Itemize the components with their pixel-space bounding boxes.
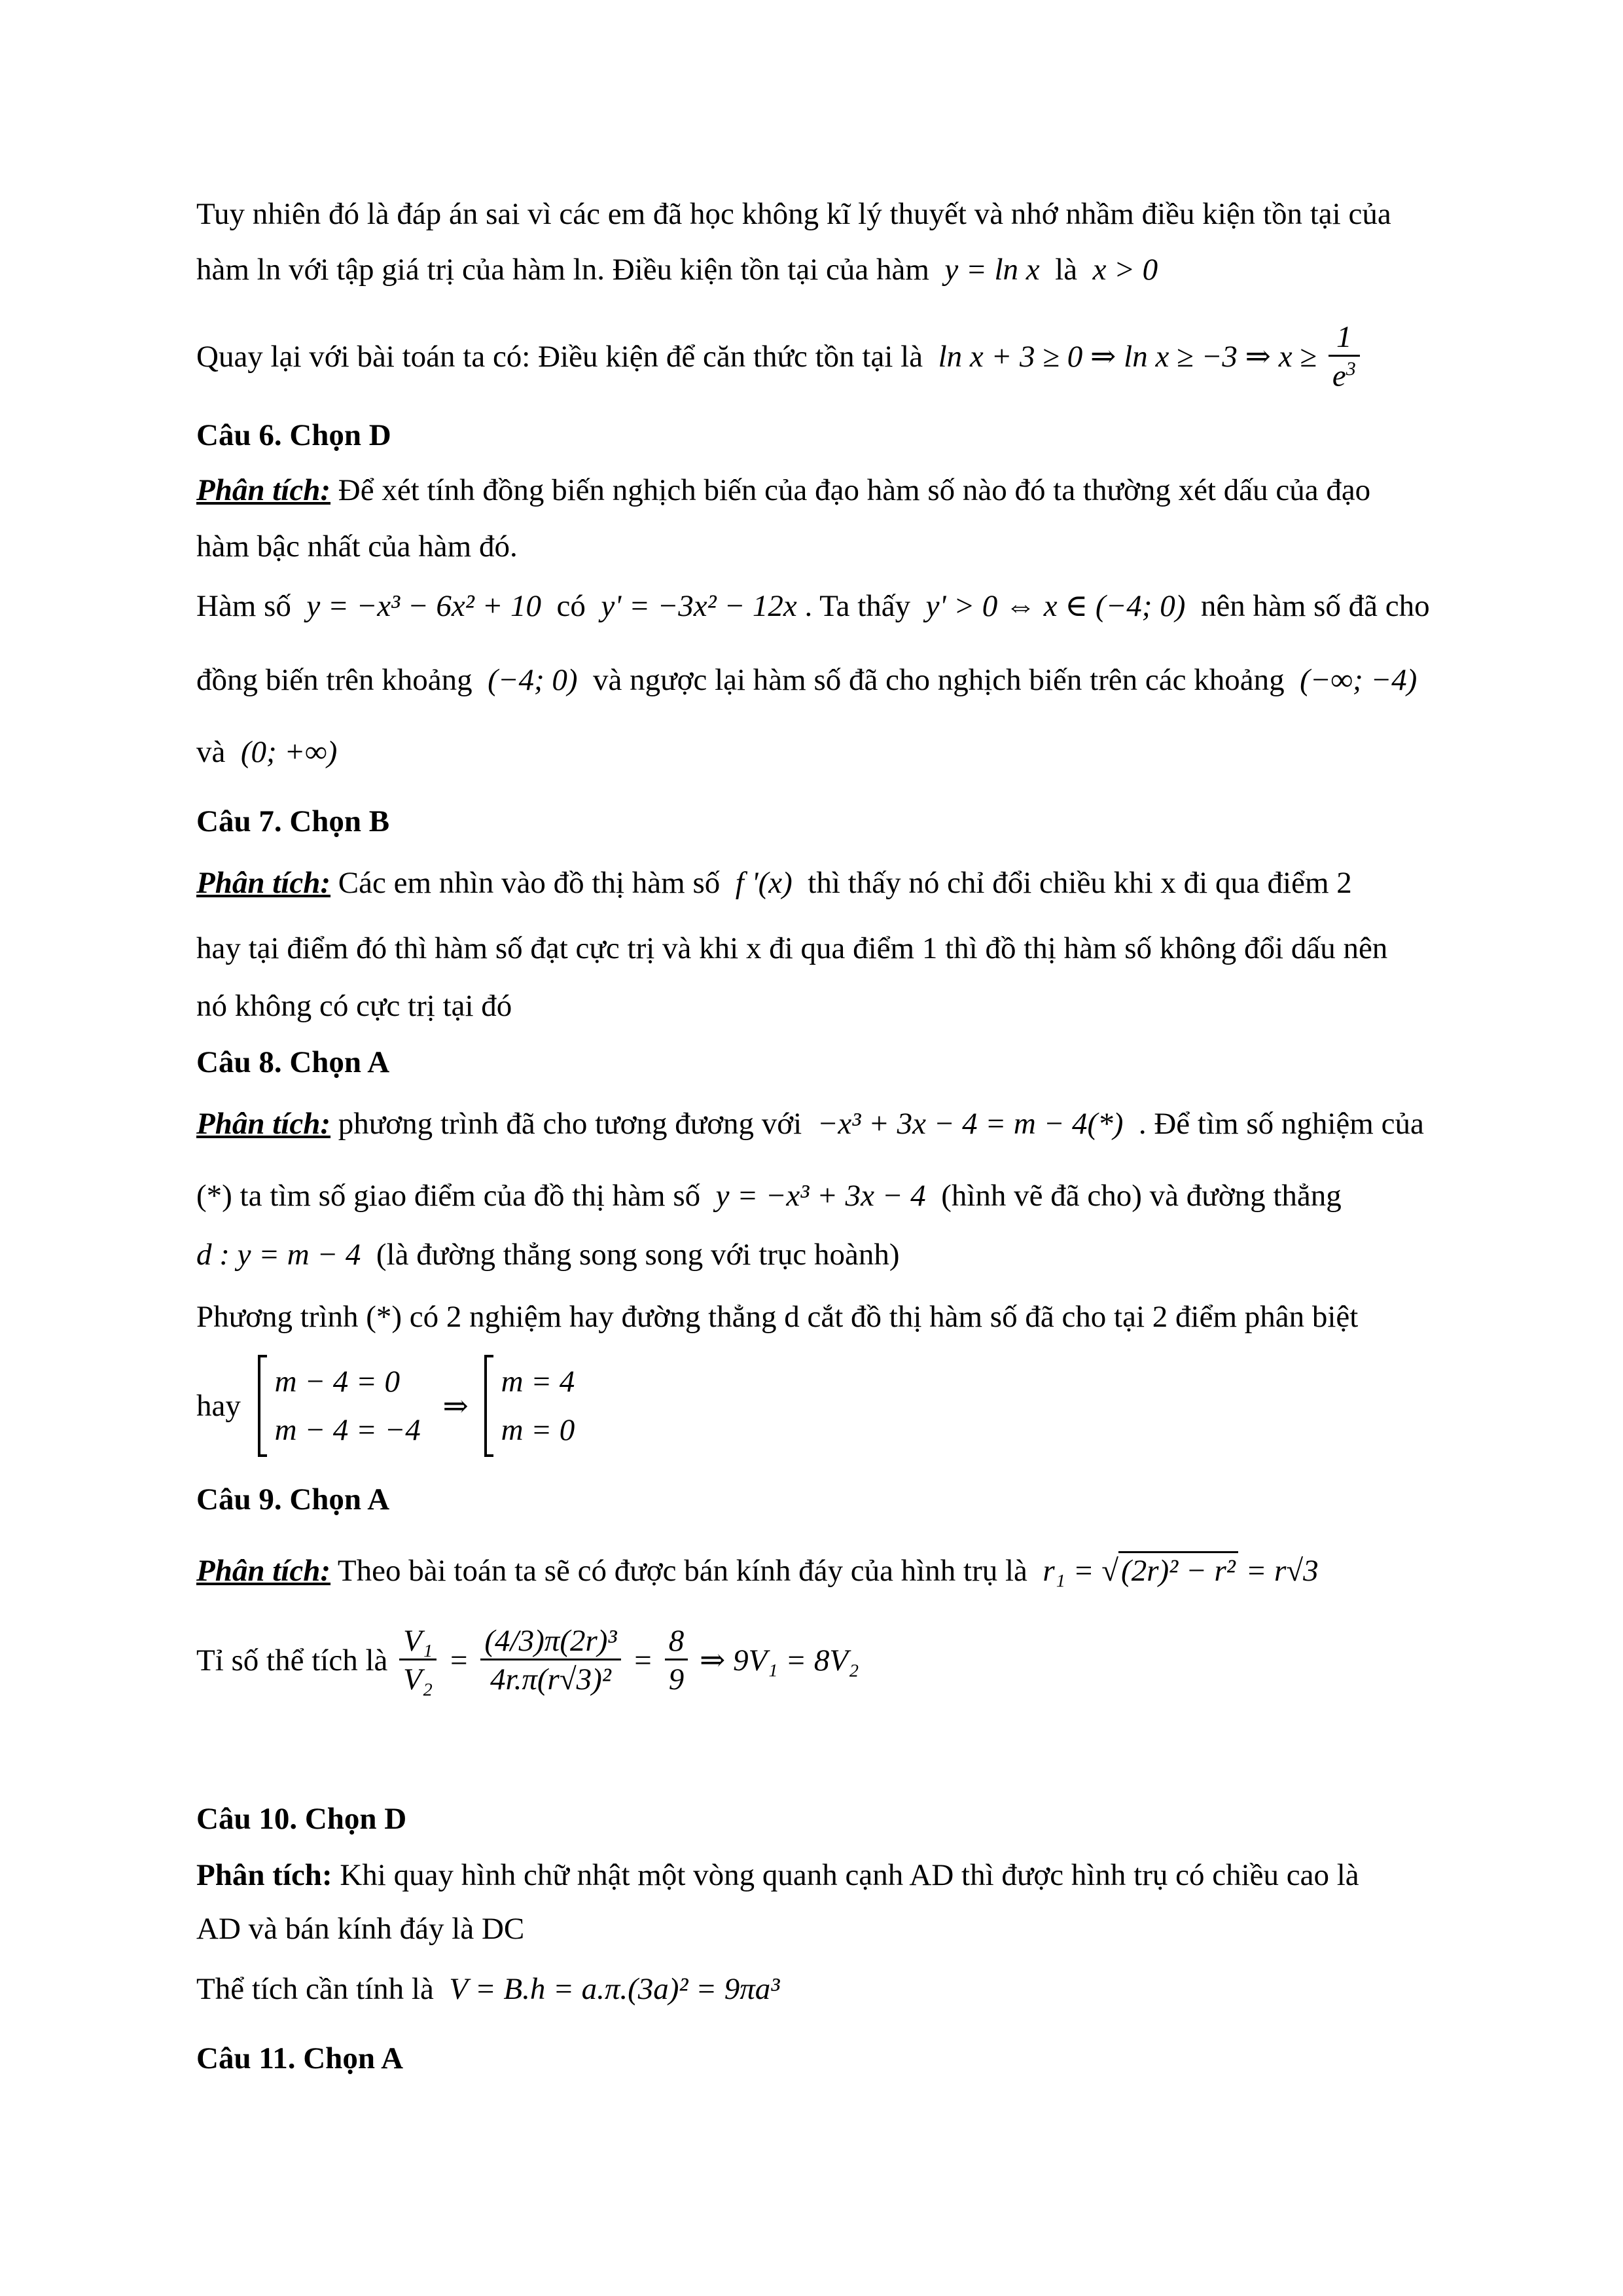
text: Quay lại với bài toán ta có: Điều kiện để căn thức tồn tại là — [196, 339, 923, 374]
paragraph-line — [196, 252, 1158, 287]
text: Thể tích cần tính là — [196, 1972, 434, 2006]
fraction — [665, 1623, 688, 1697]
text: hay — [196, 1389, 241, 1423]
math-expression: f '(x) — [735, 866, 793, 900]
paragraph-line — [196, 588, 1430, 624]
paragraph-line: hay tại điểm đó thì hàm số đạt cực trị và khi x đi qua điểm 1 thì đồ thị hàm số không đổi dấu nên — [196, 931, 1388, 965]
text: và — [196, 735, 226, 769]
text: Các em nhìn vào đồ thị hàm số — [338, 866, 721, 900]
paragraph-line: Tuy nhiên đó là đáp án sai vì các em đã học không kĩ lý thuyết và nhớ nhầm điều kiện tồn tại của — [196, 197, 1391, 231]
fraction — [1329, 319, 1360, 394]
fraction-denominator — [1329, 355, 1360, 394]
question-heading: Câu 7. Chọn B — [196, 804, 390, 838]
question-heading: Câu 6. Chọn D — [196, 418, 391, 452]
exponent: 3 — [1346, 358, 1356, 380]
question-heading: Câu 9. Chọn A — [196, 1482, 390, 1516]
system-row: m − 4 = 0 — [274, 1365, 400, 1399]
text: Khi quay hình chữ nhật một vòng quanh cạnh AD thì được hình trụ có chiều cao là — [340, 1858, 1359, 1892]
paragraph-line — [196, 865, 1352, 901]
text: là — [1055, 253, 1078, 287]
text: . Ta thấy — [804, 589, 911, 623]
math-expression: r₁ = — [1043, 1554, 1094, 1588]
equation-system — [484, 1355, 582, 1457]
text: Hàm số — [196, 589, 291, 623]
text: có — [556, 589, 586, 623]
math-expression: d : y = m − 4 — [196, 1238, 361, 1272]
analysis-label: Phân tích: — [196, 1107, 331, 1141]
math-expression: = r√3 — [1245, 1554, 1319, 1588]
text: Tỉ số thể tích là — [196, 1643, 388, 1677]
math-expression: y' = −3x² − 12x — [601, 589, 797, 623]
paragraph-line — [196, 1355, 581, 1457]
math-expression: x > 0 — [1092, 253, 1158, 287]
equals-sign: = — [632, 1643, 653, 1677]
text: và ngược lại hàm số đã cho nghịch biến trên các khoảng — [593, 663, 1285, 697]
text: thì thấy nó chỉ đổi chiều khi x đi qua điểm 2 — [808, 866, 1352, 900]
math-expression: y' > 0 ⇔ x ∈ (−4; 0) — [925, 589, 1186, 623]
paragraph-line — [196, 1623, 859, 1697]
paragraph-line: Phương trình (*) có 2 nghiệm hay đường thẳng d cắt đồ thị hàm số đã cho tại 2 điểm phân biệt — [196, 1300, 1359, 1334]
math-expression: ⇒ 9V₁ = 8V₂ — [699, 1643, 859, 1677]
system-row: m = 0 — [501, 1413, 575, 1447]
text: Để xét tính đồng biến nghịch biến của đạo hàm số nào đó ta thường xét dấu của đạo — [338, 473, 1371, 507]
paragraph-line — [196, 734, 337, 770]
analysis-label: Phân tích: — [196, 866, 331, 900]
text: (*) ta tìm số giao điểm của đồ thị hàm số — [196, 1179, 701, 1213]
math-expression: y = ln x — [944, 253, 1040, 287]
paragraph-line: hàm bậc nhất của hàm đó. — [196, 529, 518, 564]
fraction-denominator: 9 — [665, 1659, 688, 1697]
analysis-label: Phân tích: — [196, 1858, 332, 1892]
fraction — [480, 1623, 620, 1697]
math-expression: (0; +∞) — [240, 735, 338, 769]
fraction-numerator: V₁ — [403, 1624, 433, 1658]
fraction-denominator: V₂ — [399, 1659, 437, 1697]
system-row: m − 4 = −4 — [274, 1413, 421, 1447]
text: Theo bài toán ta sẽ có được bán kính đáy của hình trụ là — [337, 1554, 1027, 1588]
math-expression: ln x + 3 ≥ 0 ⇒ ln x ≥ −3 ⇒ x ≥ — [938, 340, 1317, 374]
text: đồng biến trên khoảng — [196, 663, 473, 697]
text: (hình vẽ đã cho) và đường thẳng — [941, 1179, 1342, 1213]
question-heading: Câu 11. Chọn A — [196, 2041, 404, 2075]
paragraph-line — [196, 662, 1417, 698]
fraction-numerator: 1 — [1336, 320, 1352, 354]
paragraph-line — [196, 1178, 1342, 1213]
fraction-numerator: (4/3)π(2r)³ — [484, 1624, 617, 1658]
math-expression: (−4; 0) — [488, 663, 578, 697]
paragraph-line — [196, 1971, 779, 2007]
equals-sign: = — [448, 1643, 469, 1677]
math-expression: y = −x³ + 3x − 4 — [715, 1179, 926, 1213]
analysis-label: Phân tích: — [196, 473, 331, 507]
paragraph-line — [196, 1551, 1319, 1588]
paragraph-line — [196, 473, 1370, 508]
equation-system — [258, 1355, 427, 1457]
paragraph-line — [196, 1857, 1359, 1893]
fraction-denominator: 4r.π(r√3)² — [480, 1659, 620, 1697]
fraction — [399, 1623, 437, 1697]
paragraph-line — [196, 319, 1364, 394]
math-expression: (−∞; −4) — [1300, 663, 1418, 697]
text: nên hàm số đã cho — [1200, 589, 1430, 623]
fraction-numerator: 8 — [668, 1624, 685, 1658]
paragraph-line — [196, 1106, 1424, 1141]
paragraph-line: AD và bán kính đáy là DC — [196, 1912, 525, 1946]
text: (là đường thẳng song song với trục hoành) — [376, 1238, 900, 1272]
radical-sign: √ — [1101, 1554, 1119, 1588]
paragraph-line — [196, 1237, 900, 1272]
question-heading: Câu 8. Chọn A — [196, 1045, 390, 1079]
system-row: m = 4 — [501, 1365, 575, 1399]
text: hàm ln với tập giá trị của hàm ln. Điều kiện tồn tại của hàm — [196, 253, 929, 287]
base: e — [1332, 359, 1346, 393]
math-expression: V = B.h = a.π.(3a)² = 9πa³ — [449, 1972, 780, 2006]
math-expression: y = −x³ − 6x² + 10 — [306, 589, 542, 623]
analysis-label: Phân tích: — [196, 1554, 331, 1588]
paragraph-line: nó không có cực trị tại đó — [196, 989, 512, 1023]
radicand: (2r)² − r² — [1118, 1551, 1238, 1588]
text: . Để tìm số nghiệm của — [1138, 1107, 1424, 1141]
text: phương trình đã cho tương đương với — [338, 1107, 802, 1141]
implies-arrow: ⇒ — [442, 1389, 469, 1424]
question-heading: Câu 10. Chọn D — [196, 1802, 407, 1836]
math-expression: −x³ + 3x − 4 = m − 4(*) — [817, 1107, 1124, 1141]
